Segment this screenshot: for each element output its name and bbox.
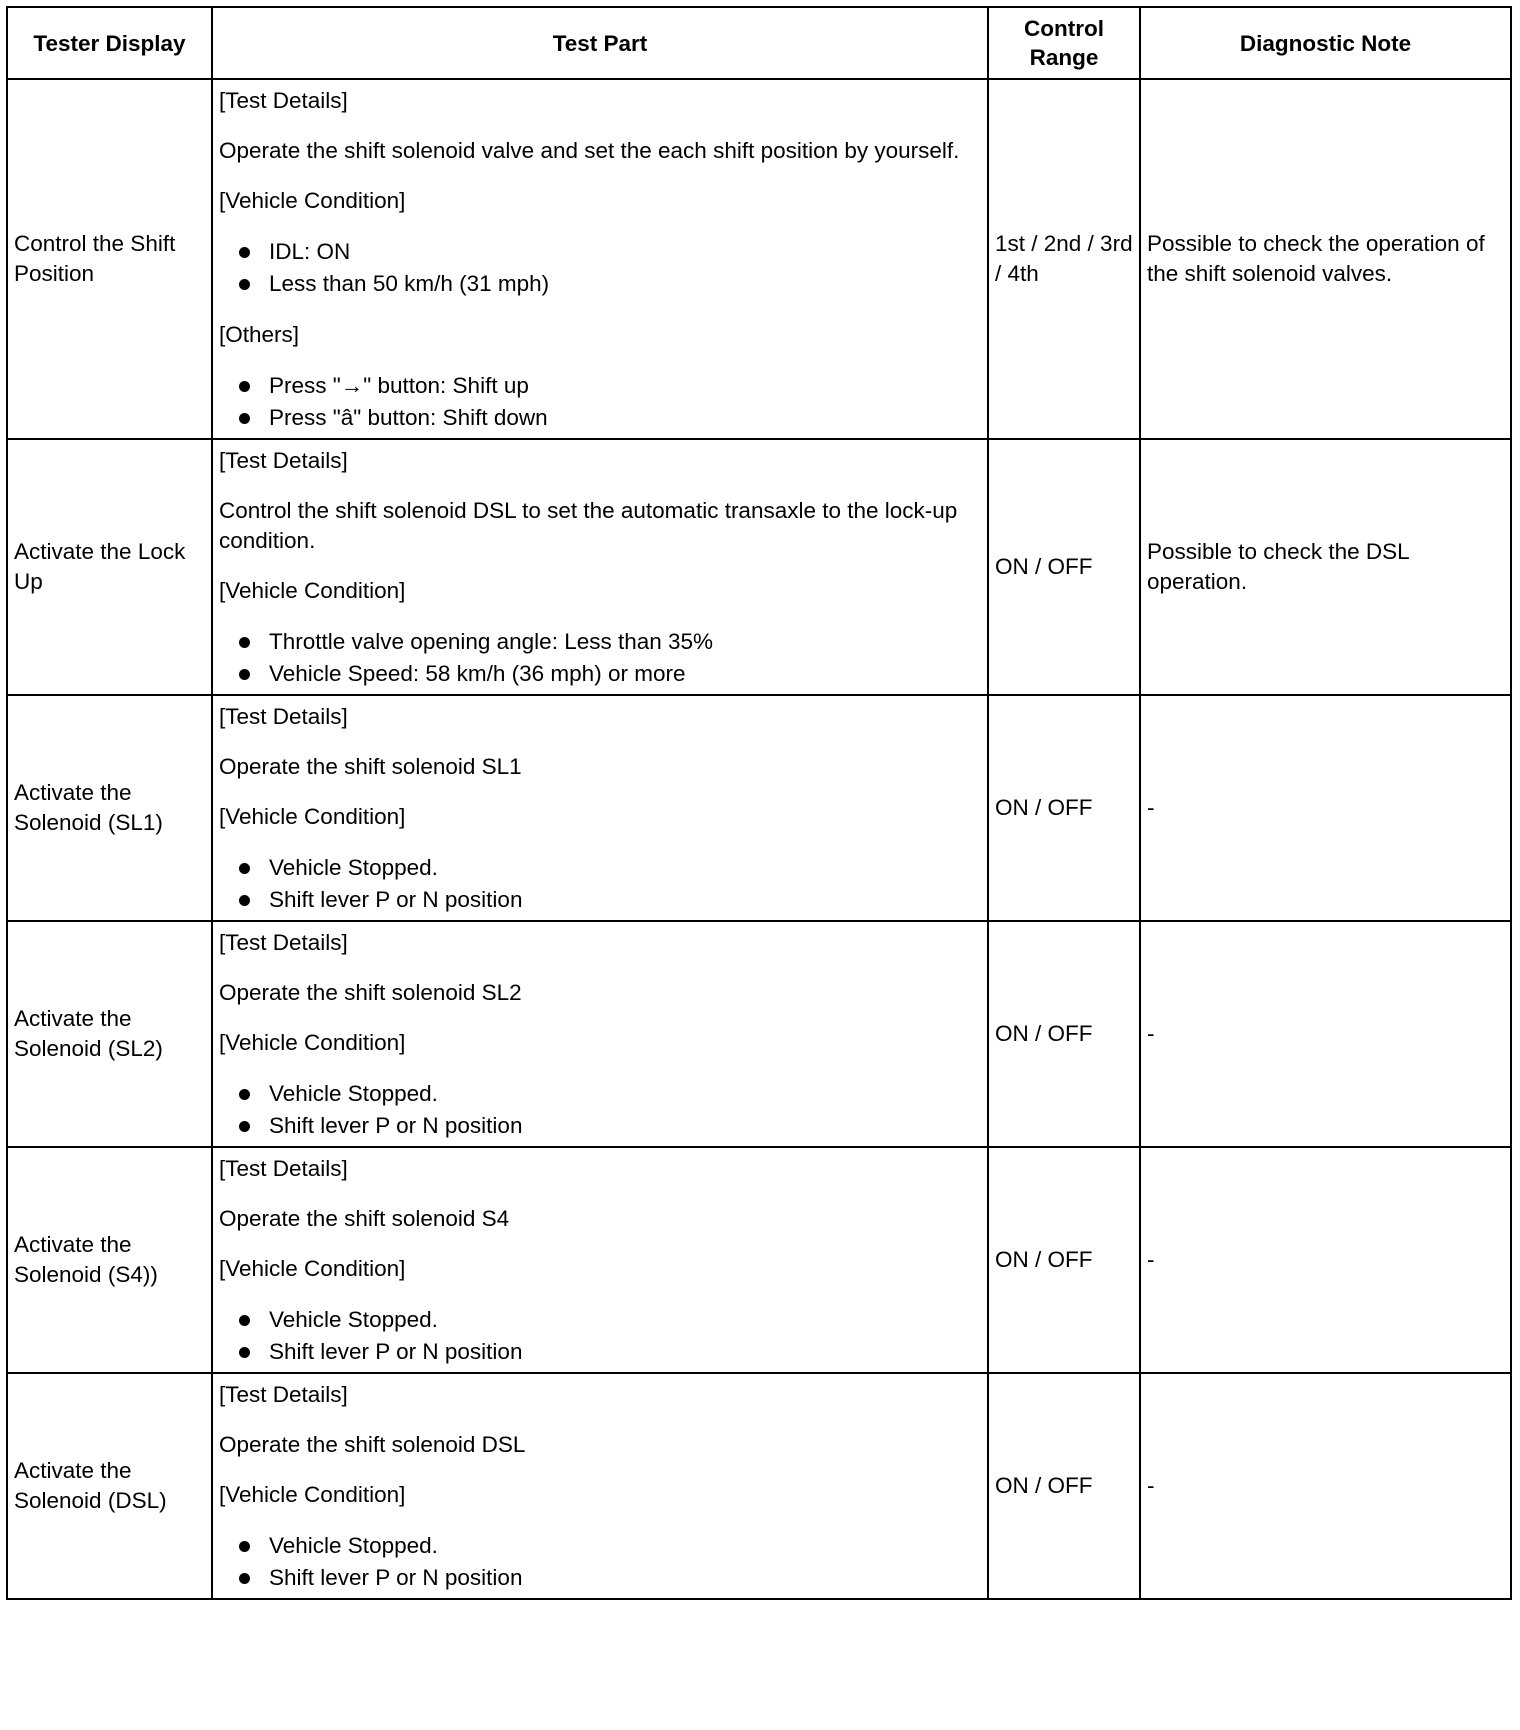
control-range-cell: 1st / 2nd / 3rd / 4th [988, 79, 1140, 439]
bullet-item: Shift lever P or N position [219, 884, 981, 916]
section-text: Operate the shift solenoid SL2 [219, 980, 522, 1005]
section-text: Operate the shift solenoid S4 [219, 1206, 510, 1231]
table-row [7, 79, 1511, 439]
bullet-list [219, 1530, 981, 1594]
bullet-item: Shift lever P or N position [219, 1336, 981, 1368]
section-heading: [Test Details] [219, 448, 348, 473]
bullet-list [219, 236, 981, 300]
bullet-list [219, 626, 981, 690]
tester-display-cell: Activate the Lock Up [7, 439, 212, 695]
section-heading: [Vehicle Condition] [219, 1030, 406, 1055]
test-part-cell [212, 695, 988, 921]
table-row [7, 439, 1511, 695]
bullet-item: Less than 50 km/h (31 mph) [219, 268, 981, 300]
section-heading: [Test Details] [219, 930, 348, 955]
tester-display-cell: Activate the Solenoid (DSL) [7, 1373, 212, 1599]
header-control-range: Control Range [988, 7, 1140, 79]
table-row [7, 695, 1511, 921]
diagnostic-note-cell: Possible to check the operation of the shift solenoid valves. [1140, 79, 1511, 439]
control-range-cell: ON / OFF [988, 439, 1140, 695]
section-text: Operate the shift solenoid SL1 [219, 754, 522, 779]
test-part-cell [212, 79, 988, 439]
section-heading: [Vehicle Condition] [219, 1256, 406, 1281]
header-tester-display: Tester Display [7, 7, 212, 79]
section-heading: [Test Details] [219, 88, 348, 113]
section-heading: [Others] [219, 322, 300, 347]
diagnostic-note-cell: - [1140, 921, 1511, 1147]
diagnostic-note-cell: - [1140, 1147, 1511, 1373]
section-heading: [Vehicle Condition] [219, 578, 406, 603]
table-row [7, 921, 1511, 1147]
header-diagnostic-note: Diagnostic Note [1140, 7, 1511, 79]
bullet-item: Press "â" button: Shift down [219, 402, 981, 434]
table-header-row [7, 7, 1511, 79]
tester-display-cell: Activate the Solenoid (SL2) [7, 921, 212, 1147]
section-heading: [Test Details] [219, 704, 348, 729]
bullet-item: Vehicle Stopped. [219, 852, 981, 884]
table-body [7, 79, 1511, 1599]
control-range-cell: ON / OFF [988, 921, 1140, 1147]
bullet-item: Shift lever P or N position [219, 1562, 981, 1594]
test-part-cell [212, 921, 988, 1147]
diagnostic-note-cell: - [1140, 695, 1511, 921]
bullet-item: Vehicle Speed: 58 km/h (36 mph) or more [219, 658, 981, 690]
control-range-cell: ON / OFF [988, 695, 1140, 921]
bullet-item: Press "→" button: Shift up [219, 370, 981, 402]
active-test-table [6, 6, 1512, 1600]
bullet-list [219, 1304, 981, 1368]
table-row [7, 1147, 1511, 1373]
control-range-cell: ON / OFF [988, 1147, 1140, 1373]
section-text: Operate the shift solenoid DSL [219, 1432, 526, 1457]
bullet-item: IDL: ON [219, 236, 981, 268]
test-part-cell [212, 1373, 988, 1599]
test-part-cell [212, 439, 988, 695]
bullet-item: Vehicle Stopped. [219, 1530, 981, 1562]
bullet-item: Throttle valve opening angle: Less than 35% [219, 626, 981, 658]
diagnostic-note-cell: Possible to check the DSL operation. [1140, 439, 1511, 695]
section-heading: [Test Details] [219, 1382, 348, 1407]
section-heading: [Vehicle Condition] [219, 804, 406, 829]
bullet-list [219, 1078, 981, 1142]
tester-display-cell: Activate the Solenoid (SL1) [7, 695, 212, 921]
bullet-list [219, 852, 981, 916]
section-text: Control the shift solenoid DSL to set the automatic transaxle to the lock-up condition. [219, 498, 958, 553]
section-heading: [Test Details] [219, 1156, 348, 1181]
section-text: Operate the shift solenoid valve and set the each shift position by yourself. [219, 138, 960, 163]
bullet-list [219, 370, 981, 434]
section-heading: [Vehicle Condition] [219, 1482, 406, 1507]
tester-display-cell: Control the Shift Position [7, 79, 212, 439]
bullet-item: Vehicle Stopped. [219, 1078, 981, 1110]
header-test-part: Test Part [212, 7, 988, 79]
test-part-cell [212, 1147, 988, 1373]
table-row [7, 1373, 1511, 1599]
diagnostic-note-cell: - [1140, 1373, 1511, 1599]
tester-display-cell: Activate the Solenoid (S4)) [7, 1147, 212, 1373]
bullet-item: Shift lever P or N position [219, 1110, 981, 1142]
control-range-cell: ON / OFF [988, 1373, 1140, 1599]
bullet-item: Vehicle Stopped. [219, 1304, 981, 1336]
section-heading: [Vehicle Condition] [219, 188, 406, 213]
